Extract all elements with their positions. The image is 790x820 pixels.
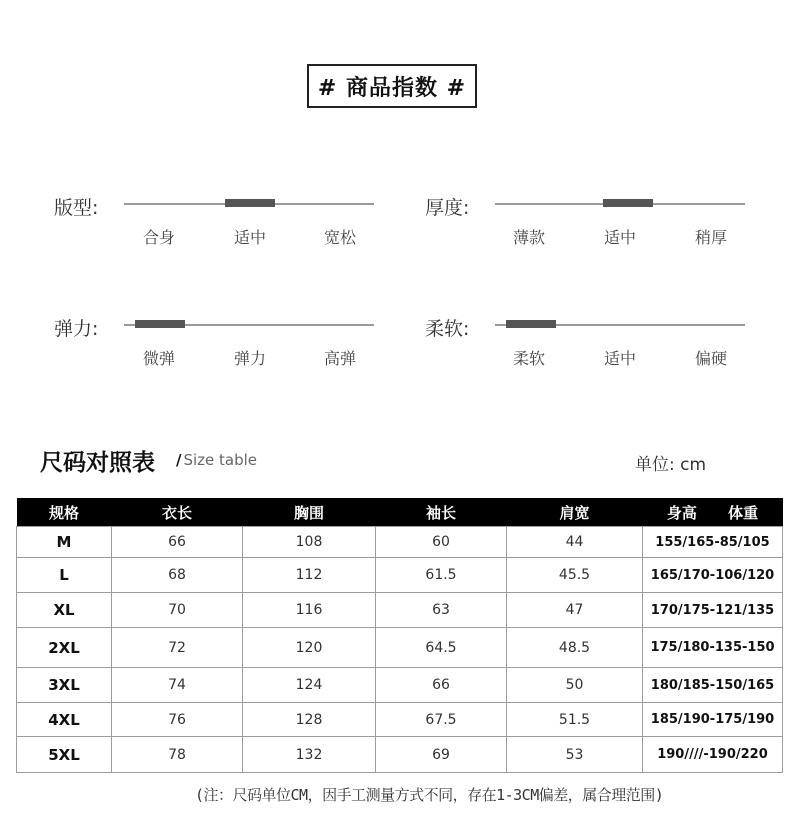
cell-height-weight: 155/165-85/105 [643,527,783,558]
cell-shoulder: 47 [507,593,643,628]
cell-length: 70 [112,593,243,628]
table-row [17,628,783,668]
attr-elasticity-option: 高弹 [323,349,356,368]
cell-shoulder: 51.5 [507,703,643,737]
cell-sleeve: 60 [376,527,507,558]
attr-thickness-option: 薄款 [512,228,545,247]
cell-sleeve: 67.5 [376,703,507,737]
cell-length: 74 [112,668,243,703]
attr-thickness-label: 厚度: [425,197,470,219]
cell-chest: 112 [243,558,376,593]
cell-chest: 132 [243,737,376,773]
attr-elasticity-label: 弹力: [54,318,99,340]
cell-sleeve: 63 [376,593,507,628]
cell-shoulder: 53 [507,737,643,773]
attr-elasticity-option: 弹力 [233,349,266,368]
attr-softness [425,318,765,384]
cell-shoulder: 48.5 [507,628,643,668]
cell-height-weight: 175/180-135-150 [643,628,783,668]
cell-height-weight: 170/175-121/135 [643,593,783,628]
cell-chest: 124 [243,668,376,703]
cell-size: 2XL [17,628,112,668]
size-table-slash: / [176,451,182,469]
size-table-header-row [17,498,783,527]
attr-fit-marker [225,199,275,207]
size-table-title: 尺码对照表 [40,450,155,476]
attr-softness-option: 适中 [603,349,636,368]
cell-chest: 128 [243,703,376,737]
table-row [17,527,783,558]
cell-size: 4XL [17,703,112,737]
attr-elasticity [54,318,394,384]
size-table-subtitle [176,451,257,469]
attr-softness-option: 偏硬 [694,349,727,368]
cell-sleeve: 69 [376,737,507,773]
cell-size: XL [17,593,112,628]
cell-shoulder: 50 [507,668,643,703]
cell-height-weight: 190////-190/220 [643,737,783,773]
attr-thickness-marker [603,199,653,207]
attr-fit-option: 合身 [142,228,175,247]
attr-fit-option: 宽松 [323,228,356,247]
size-table [16,498,783,773]
cell-size: 5XL [17,737,112,773]
cell-shoulder: 45.5 [507,558,643,593]
cell-length: 66 [112,527,243,558]
attr-fit-option: 适中 [233,228,266,247]
cell-height-weight: 185/190-175/190 [643,703,783,737]
measurement-note: (注：尺码单位CM，因手工测量方式不同，存在1-3CM偏差，属合理范围) [195,786,664,804]
attr-fit [54,197,394,263]
header-height-weight: 身高 体重 [643,498,783,527]
attr-softness-label: 柔软: [425,318,470,340]
header-sleeve: 袖长 [376,498,507,527]
attr-thickness-option: 稍厚 [694,228,727,247]
attr-softness-marker [506,320,556,328]
cell-size: 3XL [17,668,112,703]
attr-thickness [425,197,765,263]
table-row [17,558,783,593]
table-row [17,703,783,737]
cell-shoulder: 44 [507,527,643,558]
attr-thickness-option: 适中 [603,228,636,247]
header-shoulder: 肩宽 [507,498,643,527]
cell-size: M [17,527,112,558]
attr-elasticity-option: 微弹 [142,349,175,368]
cell-length: 76 [112,703,243,737]
cell-length: 78 [112,737,243,773]
cell-length: 72 [112,628,243,668]
table-row [17,668,783,703]
cell-chest: 120 [243,628,376,668]
cell-size: L [17,558,112,593]
attr-fit-label: 版型: [54,197,99,219]
table-row [17,593,783,628]
unit-label: 单位: cm [635,455,707,475]
cell-sleeve: 66 [376,668,507,703]
cell-chest: 108 [243,527,376,558]
attr-elasticity-marker [135,320,185,328]
attr-softness-option: 柔软 [512,349,545,368]
table-row [17,737,783,773]
header-size: 规格 [17,498,112,527]
cell-length: 68 [112,558,243,593]
cell-sleeve: 64.5 [376,628,507,668]
header-length: 衣长 [112,498,243,527]
cell-height-weight: 180/185-150/165 [643,668,783,703]
cell-sleeve: 61.5 [376,558,507,593]
size-table-subtitle-text: Size table [183,451,258,469]
header-chest: 胸围 [243,498,376,527]
page-title: # 商品指数 # [307,64,477,108]
cell-chest: 116 [243,593,376,628]
cell-height-weight: 165/170-106/120 [643,558,783,593]
